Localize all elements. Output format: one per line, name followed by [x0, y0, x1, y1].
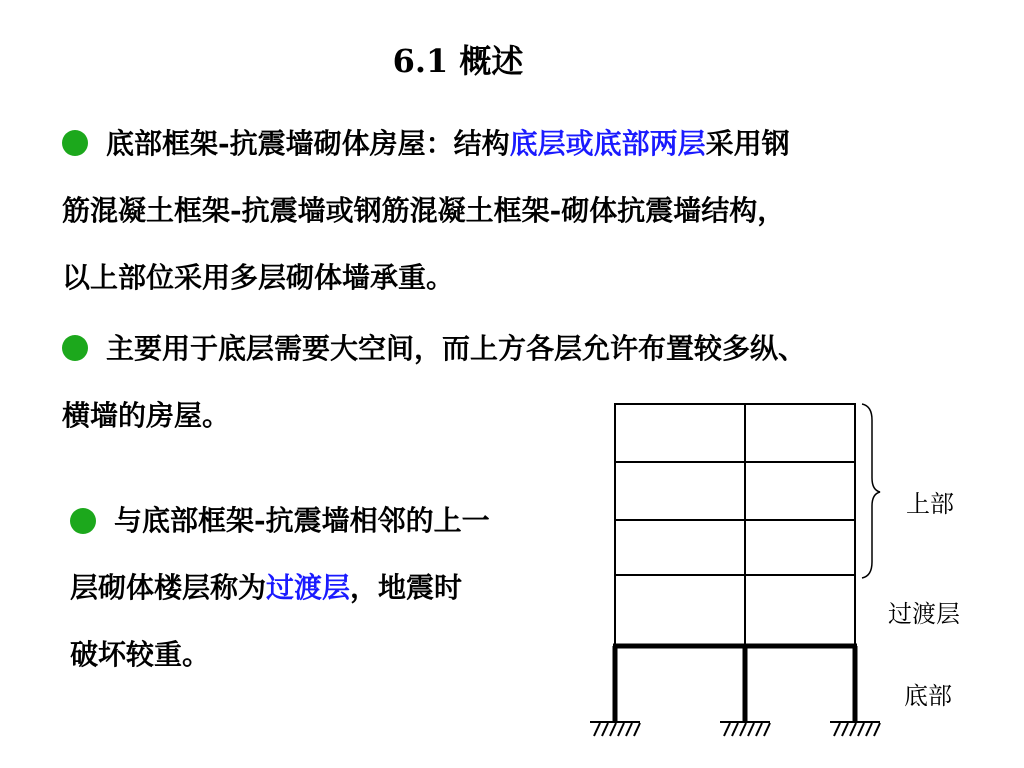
label-upper-part: 上部: [906, 490, 954, 518]
text: ，地震时: [350, 571, 463, 604]
ground-support: [720, 722, 770, 736]
text: 底部框架-抗震墙砌体房屋：结构: [106, 127, 510, 160]
paragraph-3-line-1: 与底部框架-抗震墙相邻的上一: [114, 504, 490, 537]
text: 采用钢: [705, 127, 790, 160]
paragraph-3-line-3: 破坏较重。: [70, 638, 211, 671]
text: 层砌体楼层称为: [70, 571, 267, 604]
highlight-text: 底层或底部两层: [509, 127, 706, 160]
ground-support: [590, 722, 640, 736]
paragraph-2-line-2: 横墙的房屋。: [62, 399, 231, 432]
paragraph-1-line-3: 以上部位采用多层砌体墙承重。: [62, 261, 455, 294]
ground-support: [830, 722, 880, 736]
highlight-text: 过渡层: [266, 571, 351, 604]
upper-frame-outline: [615, 404, 855, 646]
label-transition-story: 过渡层: [888, 600, 960, 628]
paragraph-1-line-2: 筋混凝土框架-抗震墙或钢筋混凝土框架-砌体抗震墙结构，: [62, 194, 786, 227]
slide-title: 6.1 概述: [392, 42, 524, 80]
paragraph-2-line-1: 主要用于底层需要大空间，而上方各层允许布置较多纵、: [106, 332, 807, 365]
label-bottom-part: 底部: [904, 682, 952, 710]
upper-part-brace: [862, 404, 880, 578]
